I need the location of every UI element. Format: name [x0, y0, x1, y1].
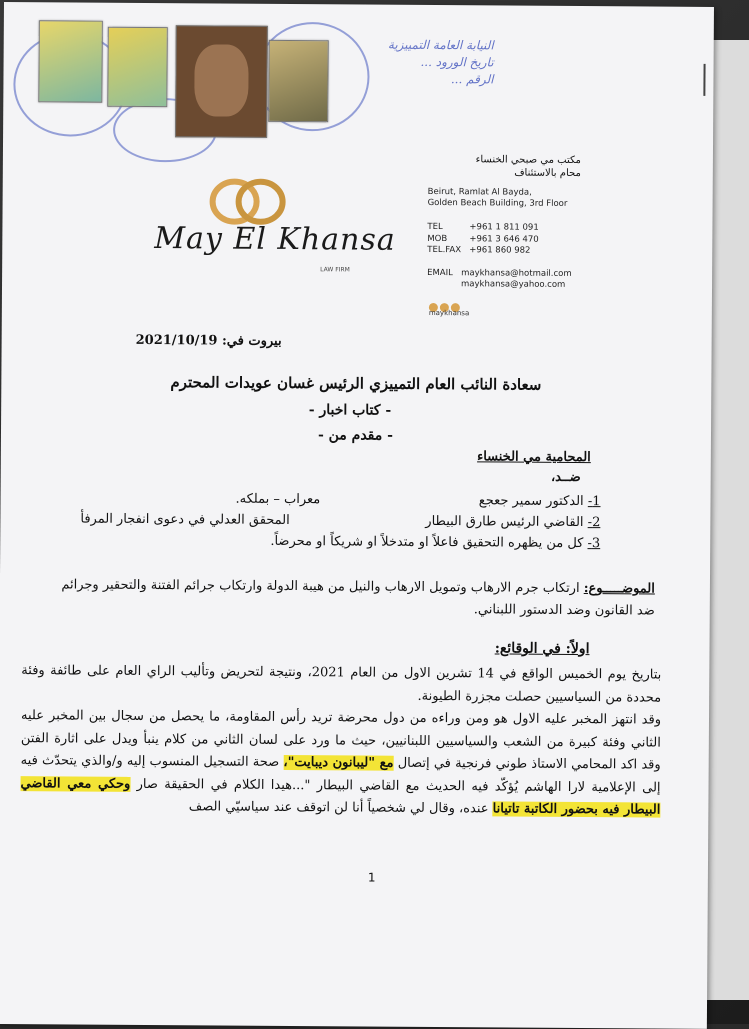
contact-value: +961 1 811 091 — [469, 222, 539, 233]
party-item — [425, 514, 600, 530]
subject-text: ارتكاب جرم الارهاب وتمويل الارهاب والنيل من هيبة الدولة وارتكاب جرائم الفتنة والتحقير وجرائم ضد القانون وضد الدستور اللبناني. — [61, 577, 655, 619]
party-item — [479, 493, 601, 509]
logo-rings-icon — [202, 173, 292, 226]
party-text: كل من يظهره التحقيق فاعلاً او متدخلاً او شريكاً او محرضاً. — [270, 533, 584, 552]
portrait-stamp — [175, 25, 268, 138]
party-text: الدكتور سمير جعجع — [478, 493, 584, 510]
handwriting-line: النيابة العامة التمييزية — [387, 37, 494, 53]
document-type: - كتاب اخبار - — [308, 402, 392, 419]
office-title: محام بالاستئناف — [514, 167, 581, 180]
facts-paragraph: وقد انتهز المخبر عليه الاول هو ومن وراءه من دول محرضة تريد رأس المقاومة، ما يحصل من سجال بين المخبر عليه الثاني وفئة كبيرة من الشعب والسياسيين اللبنانيين، حيث ما ورد على لسان الثاني من كلام ينبأ ويدل على اثارة الفتن وقد اكد المحامي الاستاذ طوني فرنجية في إتصال — [20, 708, 662, 773]
address-line: Golden Beach Building, 3rd Floor — [427, 197, 568, 209]
contact-row — [427, 233, 538, 245]
revenue-stamp — [38, 20, 103, 102]
office-name: مكتب مي صبحي الخنساء — [475, 154, 581, 167]
contact-row — [427, 245, 538, 257]
contact-value: +961 3 646 470 — [469, 233, 539, 245]
party-number: 1- — [587, 494, 601, 510]
address-line: Beirut, Ramlat Al Bayda, — [427, 186, 532, 198]
email-list — [427, 268, 572, 291]
section-heading: اولاً: في الوقائع: — [494, 640, 590, 658]
facts-body — [20, 660, 661, 822]
party-detail: المحقق العدلي في دعوى انفجار المرفأ — [80, 511, 290, 529]
highlighted-text: مع "ليبانون ديبايت"، — [283, 754, 394, 771]
party-item — [270, 534, 600, 551]
subject-label: الموضـــــوع: — [583, 581, 655, 597]
logo-name: May El Khansa — [154, 221, 396, 258]
highlighted-text: وحكي معي القاضي البيطار فيه بحضور الكاتبة تاتيانا — [20, 775, 661, 818]
page-number: 1 — [367, 870, 376, 885]
party-detail: معراب – بملكه. — [235, 491, 321, 508]
email-row — [427, 279, 572, 291]
logo-subtitle: LAW FIRM — [320, 266, 350, 274]
subject-paragraph — [45, 574, 655, 622]
facts-paragraph: عنده، وقال لي شخصياً أنا لن اتوقف عند سياسيّي الصف — [188, 799, 489, 817]
revenue-stamp — [107, 27, 168, 107]
party-text: القاضي الرئيس طارق البيطار — [425, 513, 584, 531]
addressee-line: سعادة النائب العام التمييزي الرئيس غسان عويدات المحترم — [170, 373, 542, 394]
handwriting-line: الرقم ... — [450, 72, 494, 87]
letter-date: بيروت في: 2021/10/19 — [135, 332, 282, 349]
office-address — [428, 187, 568, 210]
contact-list — [427, 222, 539, 257]
party-number: 3- — [587, 536, 601, 552]
contact-value: +961 860 982 — [469, 245, 531, 256]
page-edge-mark — [703, 64, 705, 96]
contact-row — [427, 222, 538, 234]
submitted-by: - مقدم من - — [317, 427, 394, 444]
email-label: EMAIL — [427, 267, 453, 279]
contact-label: MOB — [427, 233, 448, 244]
receipt-handwriting — [293, 36, 493, 88]
against-label: ضــد، — [550, 469, 581, 486]
party-number: 2- — [587, 515, 601, 531]
portrait-image — [194, 44, 249, 116]
social-handle: maykhansa — [428, 308, 470, 318]
email-value: maykhansa@yahoo.com — [461, 279, 566, 290]
office-name-block — [421, 153, 581, 180]
contact-label: TEL.FAX — [427, 244, 462, 256]
facts-paragraph: صحة التسجيل المنسوب إليه و/والذي يتحدّث فيه إلى الإعلامية لارا الهاشم يُؤكّد فيه الحديث مع القاضي البيطار "...هيدا الكلام في الحقيقة صار — [20, 753, 661, 796]
facts-paragraph: بتاريخ يوم الخميس الواقع في 14 تشرين الاول من العام 2021، ونتيجة لتحريض وتأليب الراي العام على طائفة وفئة محددة من السياسيين حصلت مجزرة الطيونة. — [21, 663, 662, 706]
complainant-name: المحامية مي الخنساء — [477, 449, 591, 466]
email-value: maykhansa@hotmail.com — [461, 268, 572, 279]
handwriting-line: تاريخ الورود ... — [420, 54, 494, 70]
contact-label: TEL — [427, 221, 443, 233]
letter-page — [0, 2, 714, 1029]
